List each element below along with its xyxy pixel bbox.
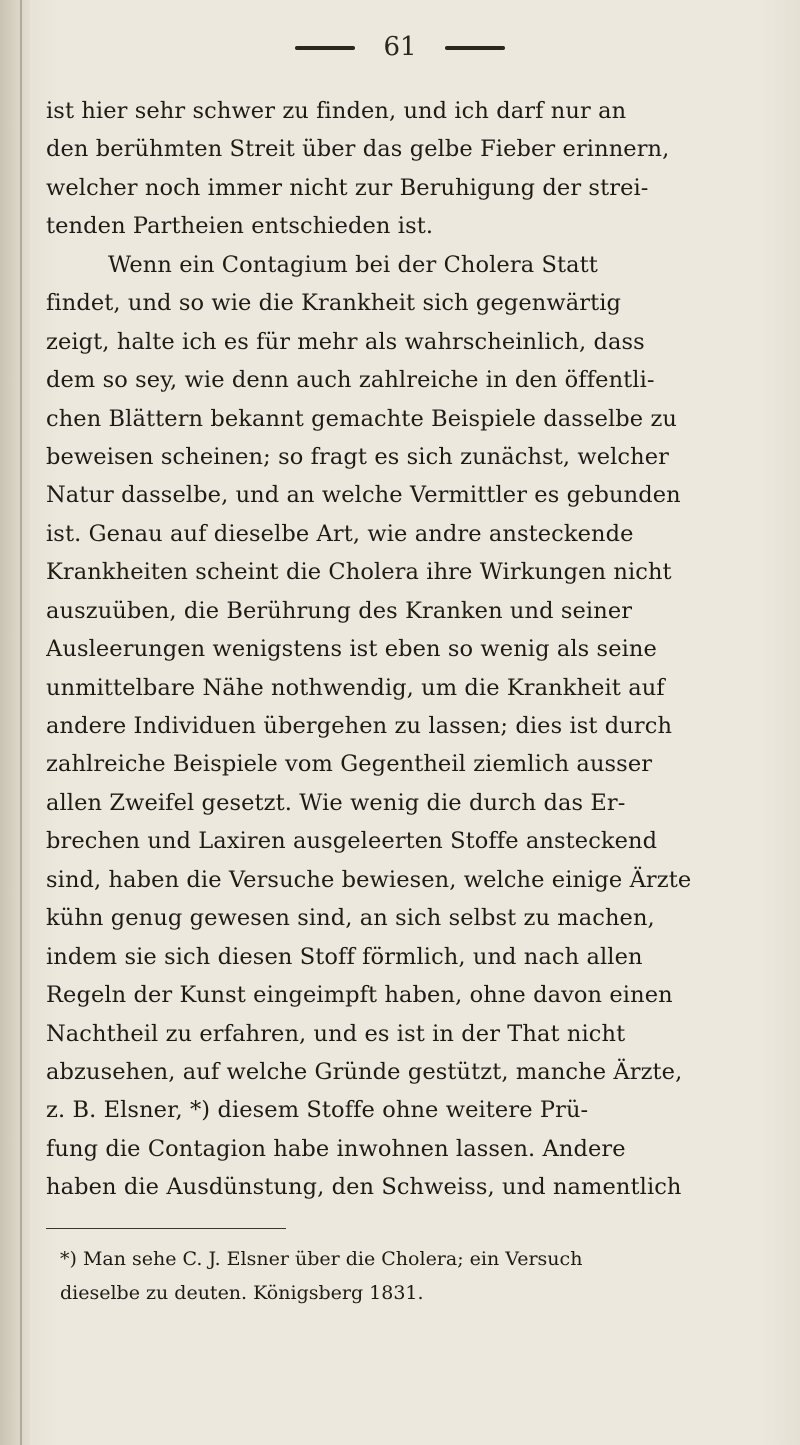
- text-line: fung die Contagion habe inwohnen lassen. Andere: [46, 1135, 626, 1162]
- text-line: sind, haben die Versuche bewiesen, welche einige Ärzte: [46, 866, 692, 893]
- text-line: Krankheiten scheint die Cholera ihre Wirkungen nicht: [46, 559, 672, 586]
- body-text: [46, 92, 766, 1207]
- text-line: zeigt, halte ich es für mehr als wahrscheinlich, dass: [46, 328, 645, 355]
- text-line: brechen und Laxiren ausgeleerten Stoffe ansteckend: [46, 828, 658, 855]
- text-line: unmittelbare Nähe nothwendig, um die Krankheit auf: [46, 674, 665, 701]
- text-line: tenden Partheien entschieden ist.: [46, 213, 434, 240]
- paragraph-start-line: Wenn ein Contagium bei der Cholera Statt: [108, 251, 598, 278]
- page-number: 61: [383, 32, 417, 62]
- text-line: Ausleerungen wenigstens ist eben so wenig als seine: [46, 636, 657, 663]
- header-ornament-left: [295, 46, 355, 50]
- text-line: abzusehen, auf welche Gründe gestützt, manche Ärzte,: [46, 1058, 683, 1085]
- text-line: welcher noch immer nicht zur Beruhigung der strei-: [46, 174, 649, 201]
- page-gutter: [0, 0, 30, 1445]
- text-line: Nachtheil zu erfahren, und es ist in der That nicht: [46, 1020, 626, 1047]
- text-line: dem so sey, wie denn auch zahlreiche in den öffentli-: [46, 367, 655, 394]
- text-line: z. B. Elsner, *) diesem Stoffe ohne weitere Prü-: [46, 1097, 589, 1124]
- text-line: indem sie sich diesen Stoff förmlich, und nach allen: [46, 943, 643, 970]
- footnote-line: *) Man sehe C. J. Elsner über die Cholera; ein Versuch: [60, 1248, 583, 1270]
- footnote-line: dieselbe zu deuten. Königsberg 1831.: [60, 1282, 424, 1304]
- binding-edge: [20, 0, 22, 1445]
- text-line: Natur dasselbe, und an welche Vermittler es gebunden: [46, 482, 681, 509]
- footnote-rule: [46, 1228, 286, 1229]
- text-line: beweisen scheinen; so fragt es sich zunächst, welcher: [46, 443, 669, 470]
- text-line: ist hier sehr schwer zu finden, und ich darf nur an: [46, 98, 627, 124]
- text-line: chen Blättern bekannt gemachte Beispiele dasselbe zu: [46, 405, 678, 432]
- text-line: andere Individuen übergehen zu lassen; dies ist durch: [46, 713, 673, 739]
- text-line: ist. Genau auf dieselbe Art, wie andre ansteckende: [46, 520, 634, 547]
- text-line: allen Zweifel gesetzt. Wie wenig die durch das Er-: [46, 789, 626, 816]
- text-line: den berühmten Streit über das gelbe Fieber erinnern,: [46, 136, 670, 163]
- text-line: Regeln der Kunst eingeimpft haben, ohne davon einen: [46, 982, 673, 1009]
- header-ornament-right: [445, 46, 505, 50]
- text-line: zahlreiche Beispiele vom Gegentheil ziemlich ausser: [46, 751, 653, 778]
- text-line: auszuüben, die Berührung des Kranken und seiner: [46, 597, 633, 624]
- text-line: findet, und so wie die Krankheit sich gegenwärtig: [46, 290, 622, 317]
- footnote: [46, 1242, 766, 1310]
- page-header: [0, 30, 800, 70]
- text-line: kühn genug gewesen sind, an sich selbst zu machen,: [46, 905, 655, 932]
- text-line: haben die Ausdünstung, den Schweiss, und namentlich: [46, 1174, 682, 1201]
